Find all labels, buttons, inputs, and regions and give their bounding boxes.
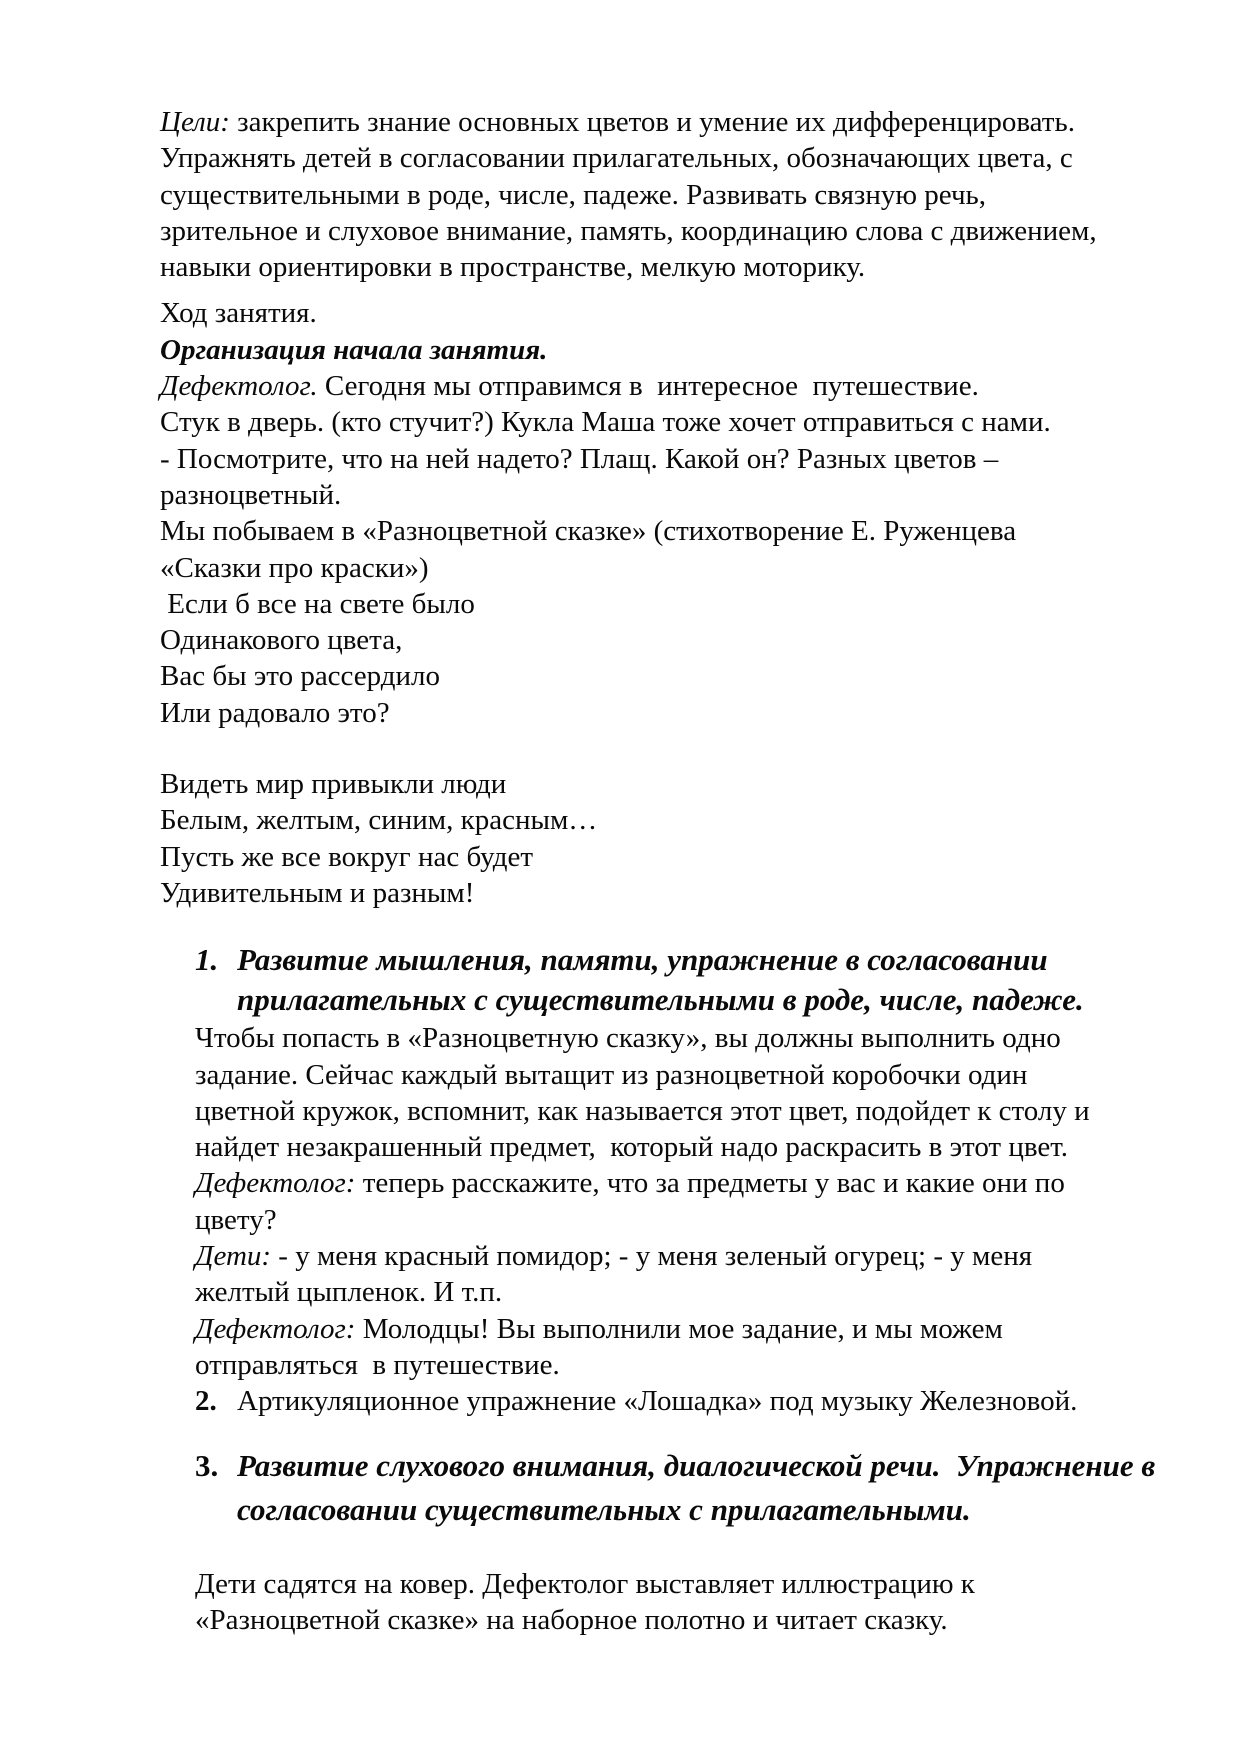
text-line: [160, 839, 1170, 875]
text-run: Одинакового цвета,: [160, 624, 403, 657]
text-line: [195, 1602, 1170, 1638]
text-run: Дефектолог:: [195, 1312, 356, 1345]
text-run: Удивительным и разным!: [160, 876, 475, 909]
text-line: [160, 695, 1170, 731]
text-run: Стук в дверь. (кто стучит?) Кукла Маша тоже хочет отправиться с нами.: [160, 406, 1051, 439]
text-run: - Посмотрите, что на ней надето? Плащ. Какой он? Разных цветов –: [160, 442, 999, 475]
spacer: [160, 1420, 1170, 1444]
text-run: желтый цыпленок. И т.п.: [195, 1276, 503, 1309]
text-line: [160, 586, 1170, 622]
text-line: [195, 1444, 1170, 1488]
text-line: [195, 1383, 1170, 1419]
text-run: Дефектолог.: [160, 370, 318, 403]
text-run: Молодцы! Вы выполнили мое задание, и мы можем: [355, 1312, 1003, 1345]
text-line: [160, 368, 1170, 404]
list-number: 3.: [195, 1447, 219, 1483]
text-run: Видеть мир привыкли люди: [160, 768, 507, 801]
text-run: «Разноцветной сказке» на наборное полотно и читает сказку.: [195, 1603, 948, 1636]
list-number: 2.: [195, 1385, 217, 1418]
text-run: Упражнять детей в согласовании прилагательных, обозначающих цвета, с: [160, 142, 1073, 175]
text-run: зрительное и слуховое внимание, память, координацию слова с движением,: [160, 214, 1097, 247]
text-run: «Сказки про краски»): [160, 551, 429, 584]
text-line: [195, 1202, 1170, 1238]
spacer: [160, 285, 1170, 295]
text-line: [195, 1020, 1170, 1056]
text-run: найдет незакрашенный предмет, который надо раскрасить в этот цвет.: [195, 1131, 1069, 1164]
text-run: Организация начала занятия.: [160, 333, 548, 366]
text-line: [195, 1274, 1170, 1310]
text-line: [195, 1238, 1170, 1274]
text-run: навыки ориентировки в пространстве, мелкую моторику.: [160, 251, 866, 284]
text-run: Чтобы попасть в «Разноцветную сказку», вы должны выполнить одно: [195, 1022, 1061, 1055]
text-run: задание. Сейчас каждый вытащит из разноцветной коробочки один: [195, 1058, 1028, 1091]
text-run: Дети:: [195, 1240, 272, 1273]
text-line: [160, 513, 1170, 549]
text-line: [237, 1488, 1170, 1532]
text-run: Дети садятся на ковер. Дефектолог выставляет иллюстрацию к: [195, 1567, 975, 1600]
text-run: отправляться в путешествие.: [195, 1348, 560, 1381]
text-line: [195, 1347, 1170, 1383]
spacer: [160, 731, 1170, 766]
text-line: [160, 875, 1170, 911]
text-line: [160, 802, 1170, 838]
text-line: [160, 249, 1170, 285]
text-line: [160, 177, 1170, 213]
text-line: [160, 658, 1170, 694]
text-line: [160, 213, 1170, 249]
list-number: 1.: [195, 942, 219, 978]
text-line: [195, 1165, 1170, 1201]
text-run: Вас бы это рассердило: [160, 660, 441, 693]
text-line: [160, 404, 1170, 440]
text-line: [195, 940, 1170, 980]
text-run: разноцветный.: [160, 478, 342, 511]
text-run: Белым, желтым, синим, красным…: [160, 804, 598, 837]
text-line: [195, 1057, 1170, 1093]
text-run: Если б все на свете было: [160, 587, 475, 620]
text-line: [237, 980, 1170, 1020]
text-line: [195, 1093, 1170, 1129]
text-run: теперь расскажите, что за предметы у вас и какие они по: [355, 1167, 1065, 1200]
text-line: [195, 1129, 1170, 1165]
text-line: [160, 295, 1170, 331]
spacer: [160, 1532, 1170, 1566]
text-run: Развитие слухового внимания, диалогической речи. Упражнение в: [237, 1447, 1156, 1483]
text-run: прилагательных с существительными в роде, числе, падеже.: [237, 982, 1084, 1018]
text-line: [160, 441, 1170, 477]
text-run: существительными в роде, числе, падеже. Развивать связную речь,: [160, 178, 987, 211]
text-run: Сегодня мы отправимся в интересное путешествие.: [317, 370, 979, 403]
text-line: [160, 104, 1170, 140]
text-run: Мы побываем в «Разноцветной сказке» (стихотворение Е. Руженцева: [160, 515, 1017, 548]
text-run: Артикуляционное упражнение «Лошадка» под музыку Железновой.: [237, 1385, 1078, 1418]
text-line: [160, 550, 1170, 586]
text-run: - у меня красный помидор; - у меня зеленый огурец; - у меня: [271, 1240, 1033, 1273]
text-line: [160, 477, 1170, 513]
text-run: цветной кружок, вспомнит, как называется этот цвет, подойдет к столу и: [195, 1094, 1090, 1127]
text-run: цвету?: [195, 1203, 277, 1236]
text-run: Дефектолог:: [195, 1167, 356, 1200]
text-run: Или радовало это?: [160, 696, 390, 729]
text-run: Ход занятия.: [160, 297, 317, 330]
text-run: Развитие мышления, памяти, упражнение в согласовании: [237, 942, 1048, 978]
text-run: согласовании существительных с прилагательными.: [237, 1491, 971, 1527]
text-line: [160, 140, 1170, 176]
text-line: [160, 622, 1170, 658]
text-run: Пусть же все вокруг нас будет: [160, 840, 534, 873]
text-line: [160, 766, 1170, 802]
text-run: закрепить знание основных цветов и умение их дифференцировать.: [229, 106, 1075, 138]
text-line: [195, 1566, 1170, 1602]
text-line: [160, 332, 1170, 368]
text-run: Цели:: [160, 106, 230, 138]
text-line: [195, 1311, 1170, 1347]
spacer: [160, 911, 1170, 940]
